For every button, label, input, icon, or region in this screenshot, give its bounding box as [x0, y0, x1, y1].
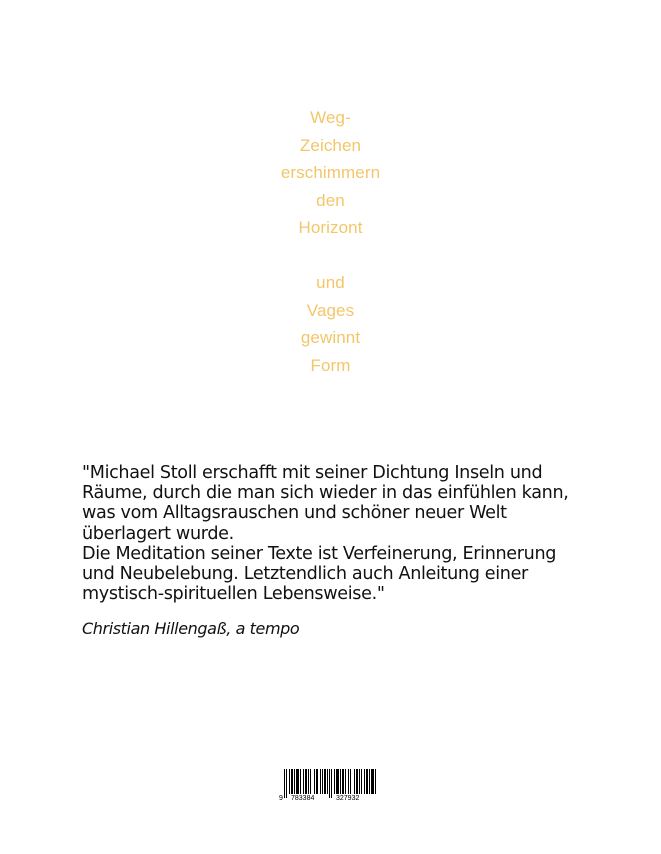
barcode-bar: [327, 769, 328, 794]
quote-line: Die Meditation seiner Texte ist Verfeinerung, Erinnerung: [82, 543, 557, 564]
barcode-bar: [296, 769, 299, 794]
barcode-bars: [284, 769, 376, 798]
poem-stanza-break: [0, 242, 661, 270]
barcode-bar: [314, 769, 315, 794]
barcode-bar: [356, 769, 358, 794]
quote-line: Räume, durch die man sich wieder in das einfühlen kann,: [82, 483, 569, 504]
poem-line: erschimmern: [280, 163, 381, 182]
quote-line: was vom Alltagsrauschen und schöner neuer Welt: [82, 503, 507, 524]
barcode-bar: [354, 769, 355, 794]
barcode-bar: [294, 769, 295, 794]
barcode-bar: [284, 769, 285, 798]
quote-attribution: Christian Hillengaß, a tempo: [82, 619, 300, 638]
poem-line: Vages: [306, 300, 355, 320]
barcode-bar: [359, 769, 360, 794]
poem-line: Horizont: [298, 218, 363, 237]
barcode-bar: [364, 769, 365, 794]
barcode-bar: [289, 769, 290, 794]
barcode-bar: [340, 769, 341, 794]
barcode-left-digits: 783384: [291, 795, 315, 802]
barcode-bar: [334, 769, 335, 794]
barcode-bar: [286, 769, 287, 798]
poem-line: Weg-: [310, 108, 351, 127]
poem-line: Zeichen: [299, 135, 362, 155]
barcode-bar: [316, 769, 318, 794]
barcode-graphic: [278, 768, 382, 802]
poem-line: den: [316, 190, 345, 210]
poem: [0, 104, 661, 379]
quote-line: und Neubelebung. Letztendlich auch Anleitung einer: [82, 564, 528, 585]
barcode-bar: [371, 769, 374, 794]
poem-line: und: [316, 273, 345, 292]
barcode-bar: [366, 769, 368, 794]
barcode-bar: [305, 769, 307, 794]
barcode-bar: [310, 769, 311, 794]
barcode-bar: [324, 769, 326, 794]
barcode-bar: [361, 769, 362, 794]
quote-line: "Michael Stoll erschafft mit seiner Dichtung Inseln und: [82, 463, 543, 483]
barcode-bar: [350, 769, 351, 794]
barcode-first-digit: 9: [279, 795, 283, 802]
quote-line: überlagert wurde.: [82, 523, 234, 544]
poem-line: gewinnt: [300, 328, 361, 347]
barcode-bar: [291, 769, 293, 794]
isbn-barcode: [278, 768, 382, 802]
barcode-bar: [308, 769, 309, 794]
barcode-bar: [322, 769, 323, 794]
barcode-bar: [320, 769, 321, 794]
barcode-bar: [300, 769, 301, 794]
barcode-bar: [303, 769, 304, 794]
barcode-right-digits: 327932: [336, 795, 360, 802]
barcode-bar: [348, 769, 349, 794]
barcode-bar: [342, 769, 344, 794]
poem-line: Form: [310, 355, 351, 375]
quote-line: mystisch-spirituellen Lebensweise.": [82, 584, 385, 605]
barcode-bar: [336, 769, 339, 794]
barcode-bar: [375, 769, 376, 794]
barcode-bar: [329, 769, 330, 798]
barcode-bar: [331, 769, 332, 798]
blurb-quote: [82, 463, 582, 604]
barcode-bar: [345, 769, 346, 794]
barcode-bar: [369, 769, 370, 794]
